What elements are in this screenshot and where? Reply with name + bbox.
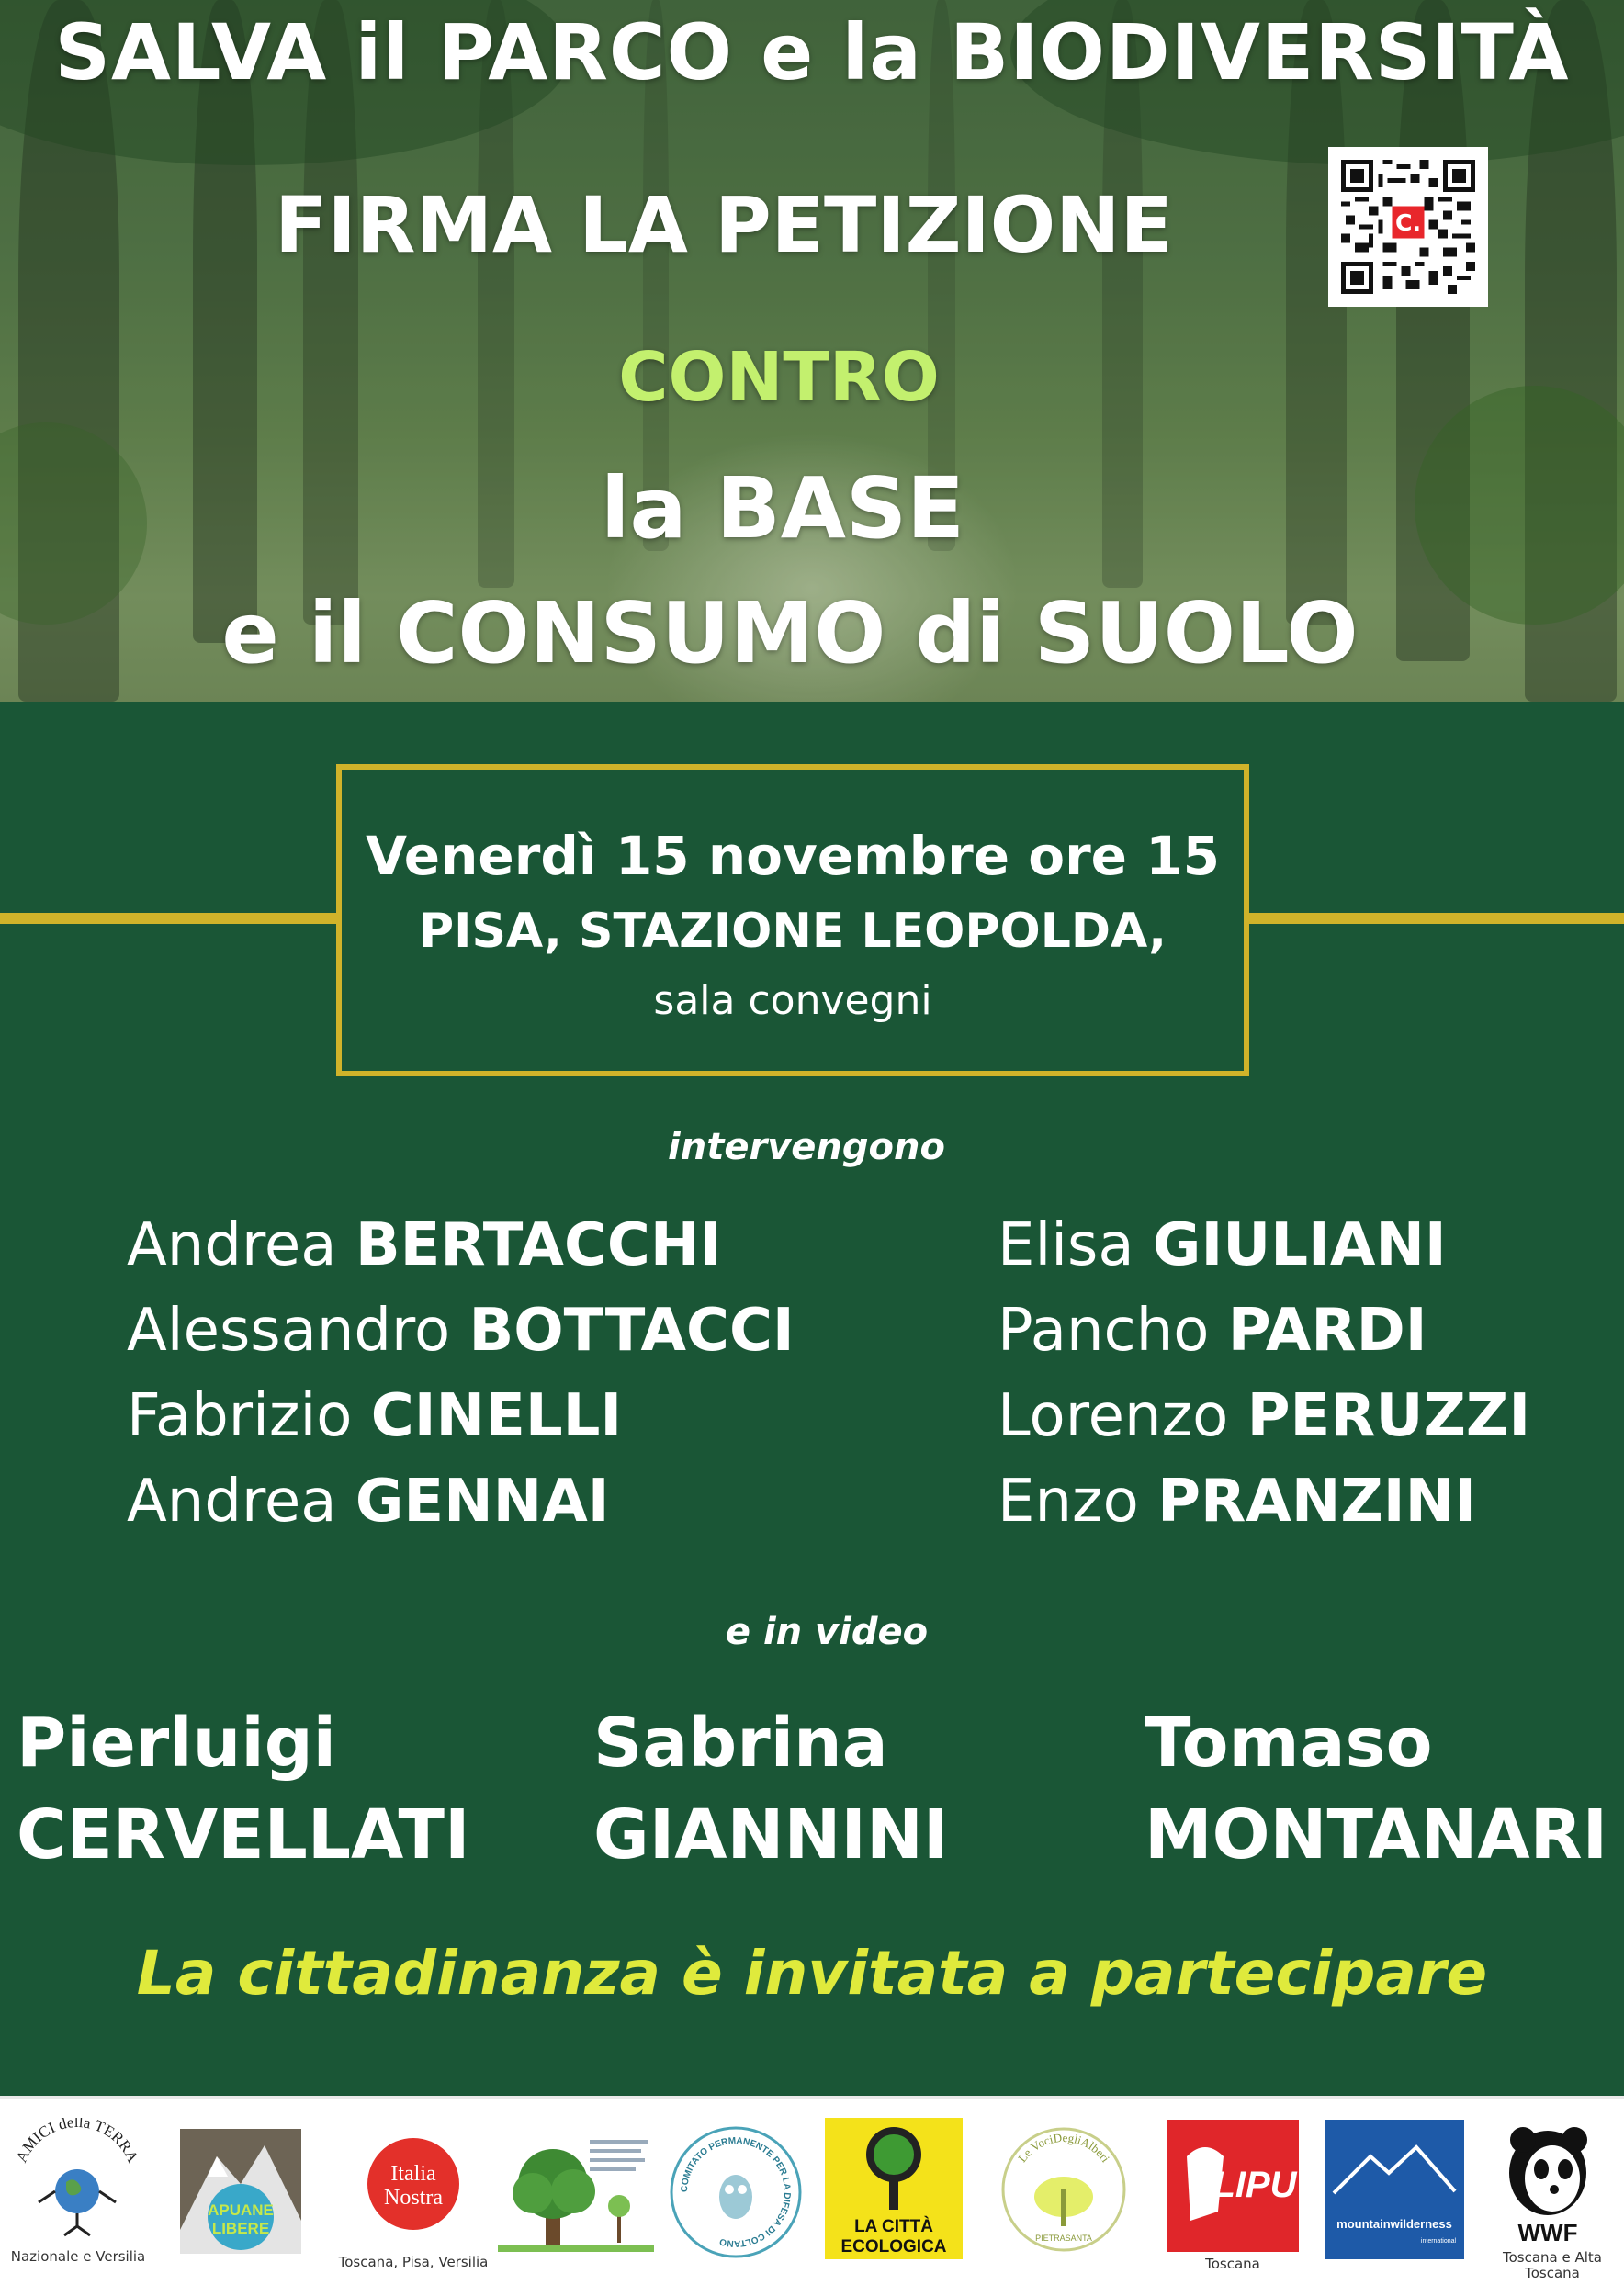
speakers-right-column — [998, 1203, 1530, 1545]
italia-nostra-logo — [366, 2136, 461, 2232]
lipu-caption: Toscana — [1205, 2256, 1260, 2272]
svg-text:COMITATO PERMANENTE PER LA DIF: COMITATO PERMANENTE PER LA DIFESA DI COLTANO — [679, 2135, 793, 2249]
petition-heading: FIRMA LA PETIZIONE — [275, 180, 1173, 270]
svg-text:APUANE: APUANE — [208, 2201, 274, 2219]
wwf-caption: Toscana e Alta Toscana — [1502, 2249, 1602, 2281]
speakers-left-column — [127, 1203, 795, 1545]
svg-text:mountainwilderness: mountainwilderness — [1336, 2217, 1452, 2231]
speaker: Andrea BERTACCHI — [127, 1211, 722, 1279]
event-place: PISA, STAZIONE LEOPOLDA, — [419, 904, 1167, 959]
contro-heading: CONTRO — [618, 338, 940, 417]
speaker: Alessandro BOTTACCI — [127, 1297, 795, 1365]
speaker: Andrea GENNAI — [127, 1468, 610, 1536]
svg-text:Italia: Italia — [390, 2162, 436, 2186]
citta-ecologica-logo — [825, 2118, 963, 2259]
wwf-logo — [1497, 2118, 1598, 2246]
event-room: sala convegni — [653, 977, 932, 1024]
invitation-text: La cittadinanza è invitata a partecipare — [136, 1938, 1488, 2009]
hero-banner — [0, 0, 1624, 702]
svg-text:ECOLOGICA: ECOLOGICA — [840, 2237, 947, 2257]
tree-association-logo — [498, 2127, 654, 2257]
speaker: Elisa GIULIANI — [998, 1211, 1447, 1279]
speaker: Lorenzo PERUZZI — [998, 1382, 1531, 1450]
video-speaker: Pierluigi CERVELLATI — [17, 1704, 470, 1874]
svg-text:LA CITTÀ: LA CITTÀ — [854, 2217, 933, 2236]
svg-text:LIBERE: LIBERE — [211, 2220, 270, 2237]
speaker: Enzo PRANZINI — [998, 1468, 1476, 1536]
amici-della-terra-caption: Nazionale e Versilia — [10, 2248, 146, 2265]
speaker: Pancho PARDI — [998, 1297, 1427, 1365]
divider-right — [1249, 913, 1624, 924]
svg-text:LIPU: LIPU — [1212, 2165, 1297, 2205]
base-heading: la BASE — [600, 459, 965, 557]
svg-text:international: international — [1420, 2238, 1457, 2245]
svg-text:AMICI della TERRA: AMICI della TERRA — [12, 2118, 142, 2166]
qr-badge: C. — [1394, 209, 1422, 237]
video-speaker: Sabrina GIANNINI — [593, 1704, 949, 1874]
speaker: Fabrizio CINELLI — [127, 1382, 623, 1450]
apuane-libere-logo — [180, 2129, 301, 2254]
video-label: e in video — [725, 1611, 929, 1653]
event-date: Venerdì 15 novembre ore 15 — [366, 825, 1220, 887]
svg-text:Nostra: Nostra — [384, 2186, 443, 2210]
event-info-box — [336, 764, 1249, 1076]
italia-nostra-caption: Toscana, Pisa, Versilia — [338, 2254, 489, 2270]
divider-left — [0, 913, 336, 924]
lipu-logo — [1167, 2120, 1299, 2252]
speakers-label: intervengono — [668, 1126, 945, 1168]
page-title: SALVA il PARCO e la BIODIVERSITÀ — [54, 7, 1570, 97]
svg-text:Le VociDegliAlberi: Le VociDegliAlberi — [1014, 2130, 1113, 2166]
mountain-wilderness-logo — [1325, 2120, 1464, 2259]
comitato-coltano-logo — [669, 2125, 803, 2259]
voci-degli-alberi-logo — [999, 2125, 1128, 2254]
amici-della-terra-logo — [6, 2118, 149, 2265]
consumo-heading: e il CONSUMO di SUOLO — [221, 584, 1359, 682]
sponsor-logos — [0, 2096, 1624, 2296]
petition-qr-code[interactable] — [1328, 147, 1488, 307]
svg-text:PIETRASANTA: PIETRASANTA — [1035, 2234, 1092, 2243]
svg-text:WWF: WWF — [1517, 2219, 1578, 2246]
video-speaker: Tomaso MONTANARI — [1145, 1704, 1608, 1874]
